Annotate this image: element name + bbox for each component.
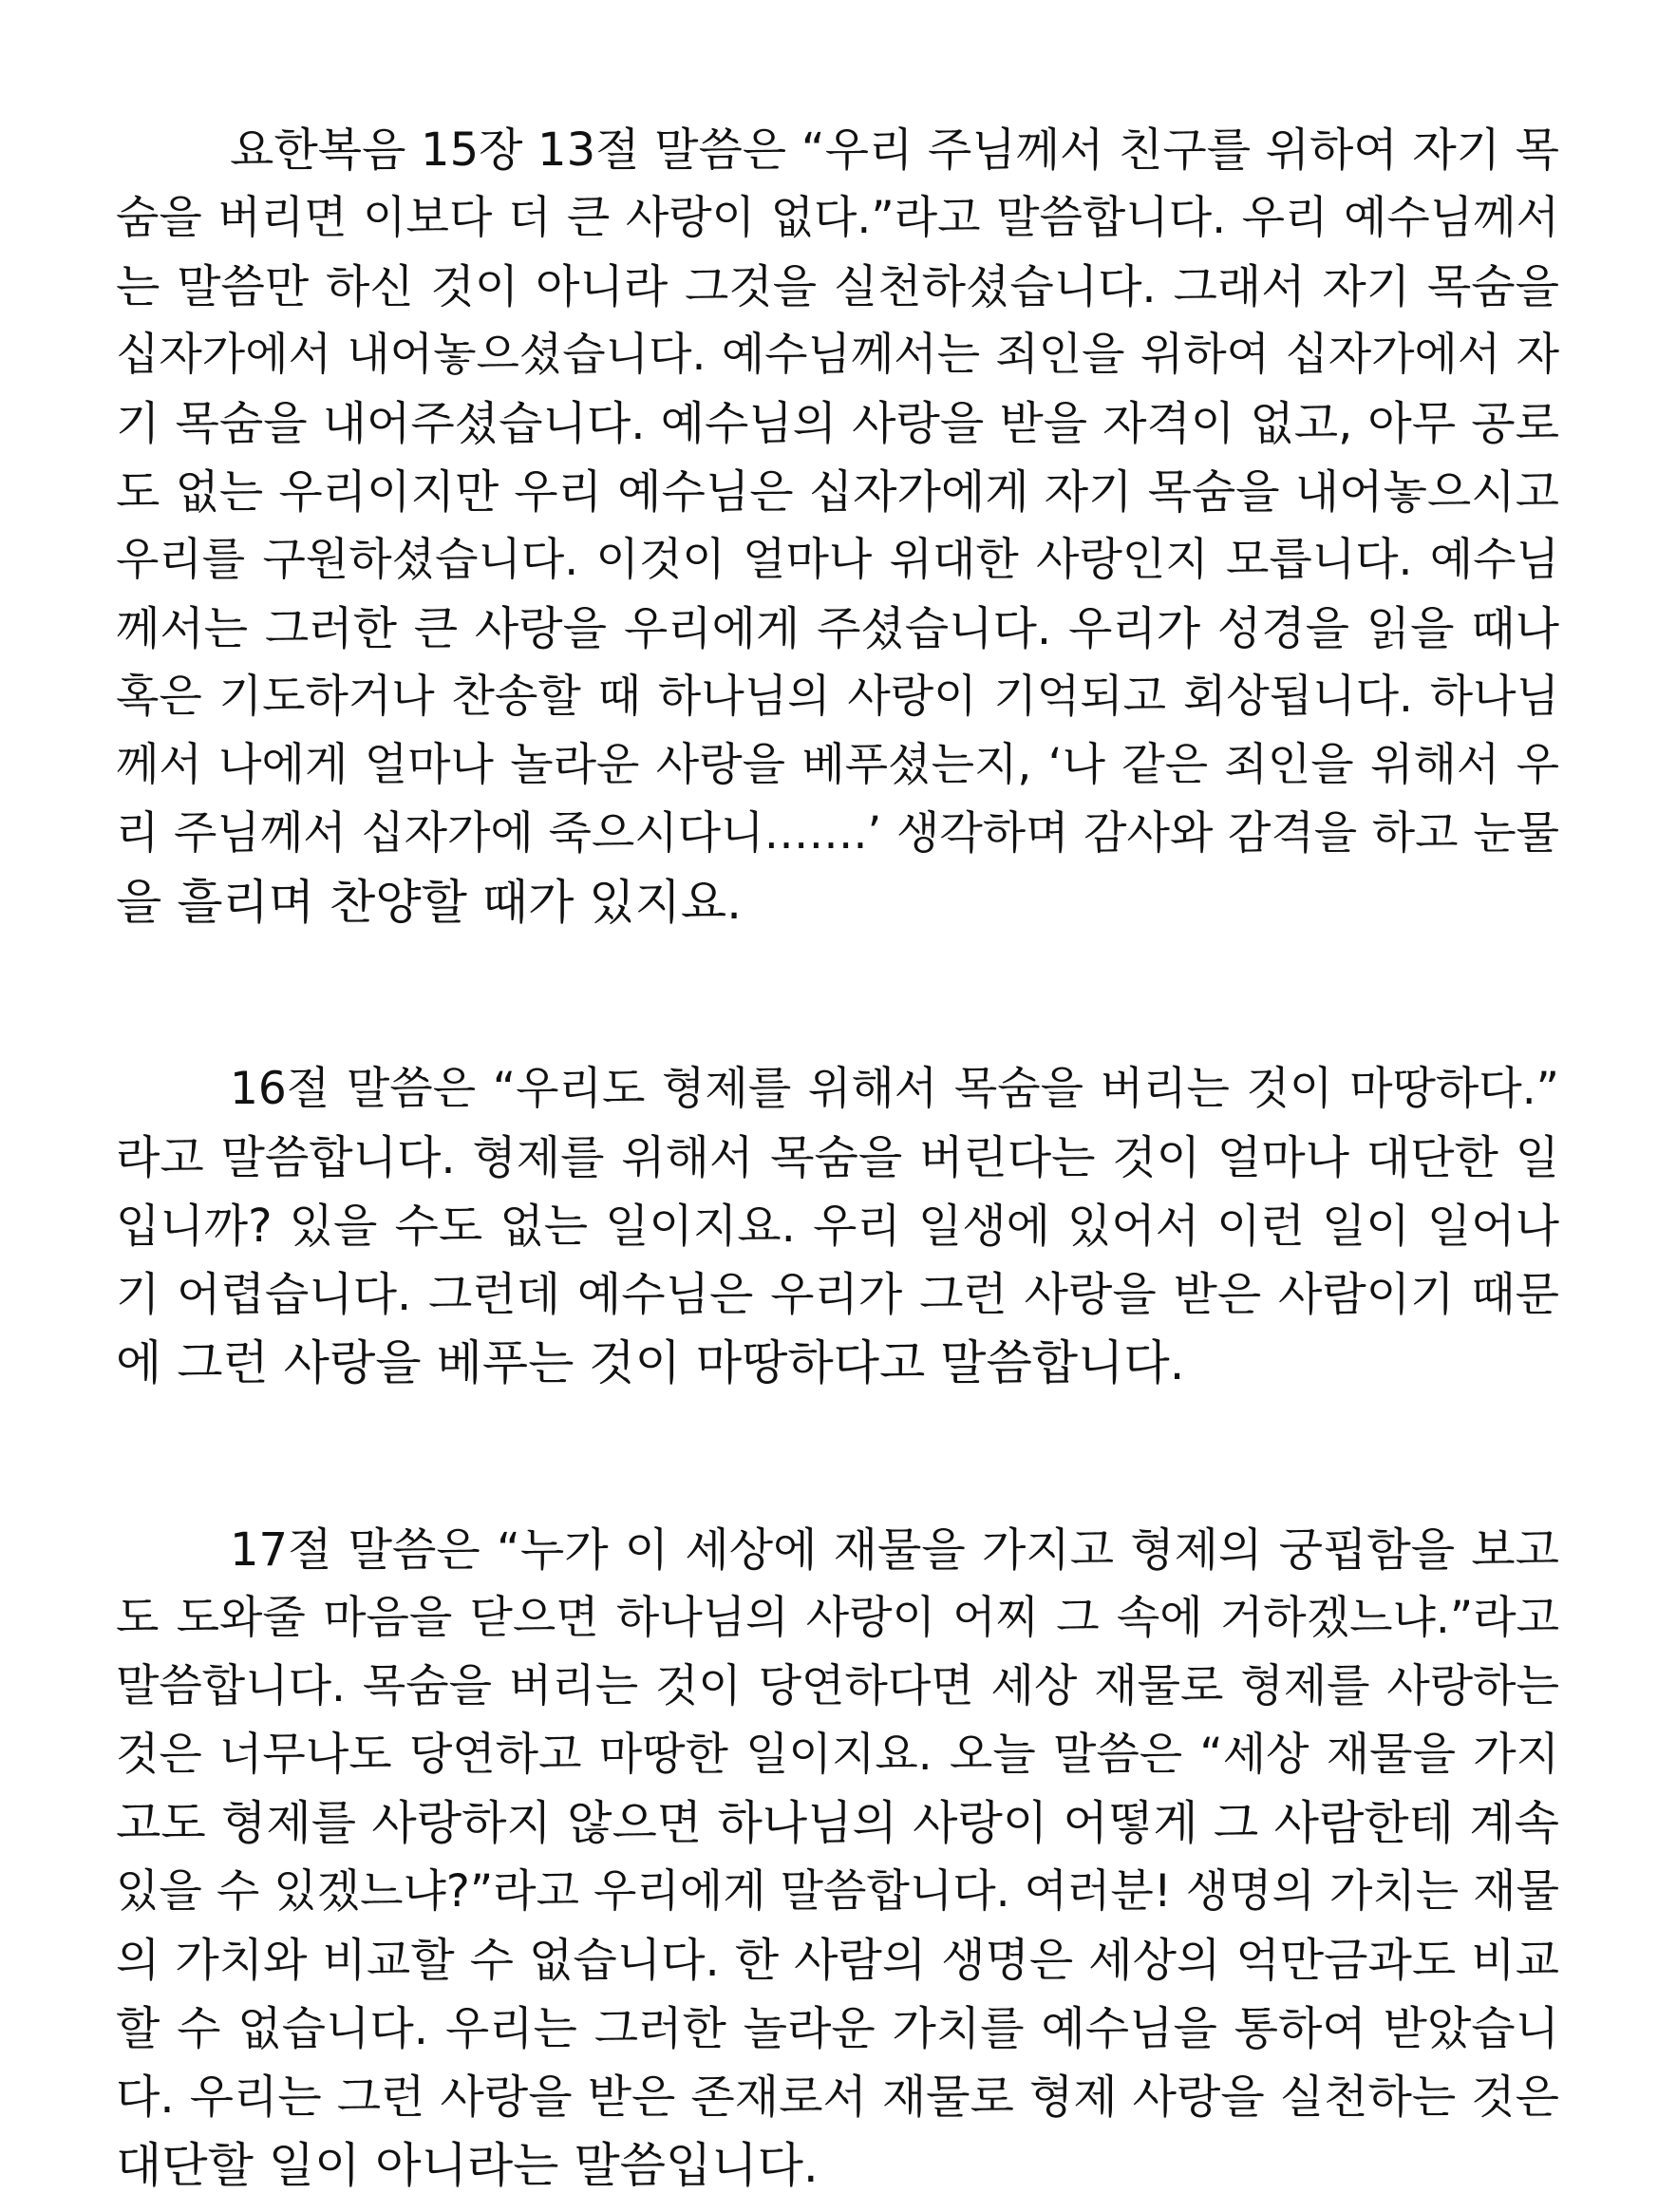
text-line: 는 말씀만 하신 것이 아니라 그것을 실천하셨습니다. 그래서 자기 목숨을 — [116, 260, 1559, 313]
text-line: 라고 말씀합니다. 형제를 위해서 목숨을 버린다는 것이 얼마나 대단한 일 — [116, 1131, 1559, 1184]
text-line: 고도 형제를 사랑하지 않으면 하나님의 사랑이 어떻게 그 사람한테 계속 — [116, 1796, 1559, 1850]
text-line: 있을 수 있겠느냐?”라고 우리에게 말씀합니다. 여러분! 생명의 가치는 재물 — [116, 1865, 1559, 1918]
text-line: 께서 나에게 얼마나 놀라운 사랑을 베푸셨는지, ‘나 같은 죄인을 위해서 우 — [116, 739, 1559, 791]
paragraph-gap — [116, 936, 1559, 1055]
paragraph-3 — [116, 1516, 1559, 2200]
text-line: 우리를 구원하셨습니다. 이것이 얼마나 위대한 사랑인지 모릅니다. 예수님 — [116, 534, 1559, 586]
text-line: 것은 너무나도 당연하고 마땅한 일이지요. 오늘 말씀은 “세상 재물을 가지 — [116, 1729, 1559, 1781]
text-line: 도 없는 우리이지만 우리 예수님은 십자가에게 자기 목숨을 내어놓으시고 — [116, 465, 1559, 519]
text-line: 숨을 버리면 이보다 더 큰 사랑이 없다.”라고 말씀합니다. 우리 예수님께서 — [116, 192, 1559, 244]
text-line: 혹은 기도하거나 찬송할 때 하나님의 사랑이 기억되고 회상됩니다. 하나님 — [116, 671, 1559, 723]
text-line: 에 그런 사랑을 베푸는 것이 마땅하다고 말씀합니다. — [116, 1335, 1185, 1390]
text-line: 할 수 없습니다. 우리는 그러한 놀라운 가치를 예수님을 통하여 받았습니 — [116, 2002, 1559, 2055]
text-line: 도 도와줄 마음을 닫으면 하나님의 사랑이 어찌 그 속에 거하겠느냐.”라고 — [116, 1592, 1559, 1644]
text-line: 입니까? 있을 수도 없는 일이지요. 우리 일생에 있어서 이런 일이 일어나 — [116, 1200, 1559, 1253]
paragraph-2 — [116, 1055, 1559, 1397]
text-line: 말씀합니다. 목숨을 버리는 것이 당연하다면 세상 재물로 형제를 사랑하는 — [116, 1660, 1559, 1712]
text-line: 17절 말씀은 “누가 이 세상에 재물을 가지고 형제의 궁핍함을 보고 — [230, 1523, 1559, 1577]
text-line: 을 흘리며 찬양할 때가 있지요. — [116, 875, 743, 930]
text-line: 다. 우리는 그런 사랑을 받은 존재로서 재물로 형제 사랑을 실천하는 것은 — [116, 2070, 1559, 2124]
text-line: 요한복음 15장 13절 말씀은 “우리 주님께서 친구를 위하여 자기 목 — [230, 123, 1559, 177]
text-line: 리 주님께서 십자가에 죽으시다니…….’ 생각하며 감사와 감격을 하고 눈물 — [116, 807, 1559, 860]
text-line: 께서는 그러한 큰 사랑을 우리에게 주셨습니다. 우리가 성경을 읽을 때나 — [116, 602, 1559, 655]
text-line: 기 어렵습니다. 그런데 예수님은 우리가 그런 사랑을 받은 사람이기 때문 — [116, 1268, 1559, 1321]
text-line: 의 가치와 비교할 수 없습니다. 한 사람의 생명은 세상의 억만금과도 비교 — [116, 1934, 1559, 1987]
document-page — [116, 116, 1559, 2200]
text-line: 대단할 일이 아니라는 말씀입니다. — [116, 2138, 819, 2193]
paragraph-1 — [116, 116, 1559, 936]
paragraph-gap — [116, 1397, 1559, 1516]
text-line: 십자가에서 내어놓으셨습니다. 예수님께서는 죄인을 위하여 십자가에서 자 — [116, 329, 1559, 381]
text-line: 기 목숨을 내어주셨습니다. 예수님의 사랑을 받을 자격이 없고, 아무 공로 — [116, 397, 1559, 450]
text-line: 16절 말씀은 “우리도 형제를 위해서 목숨을 버리는 것이 마땅하다.” — [230, 1063, 1559, 1115]
